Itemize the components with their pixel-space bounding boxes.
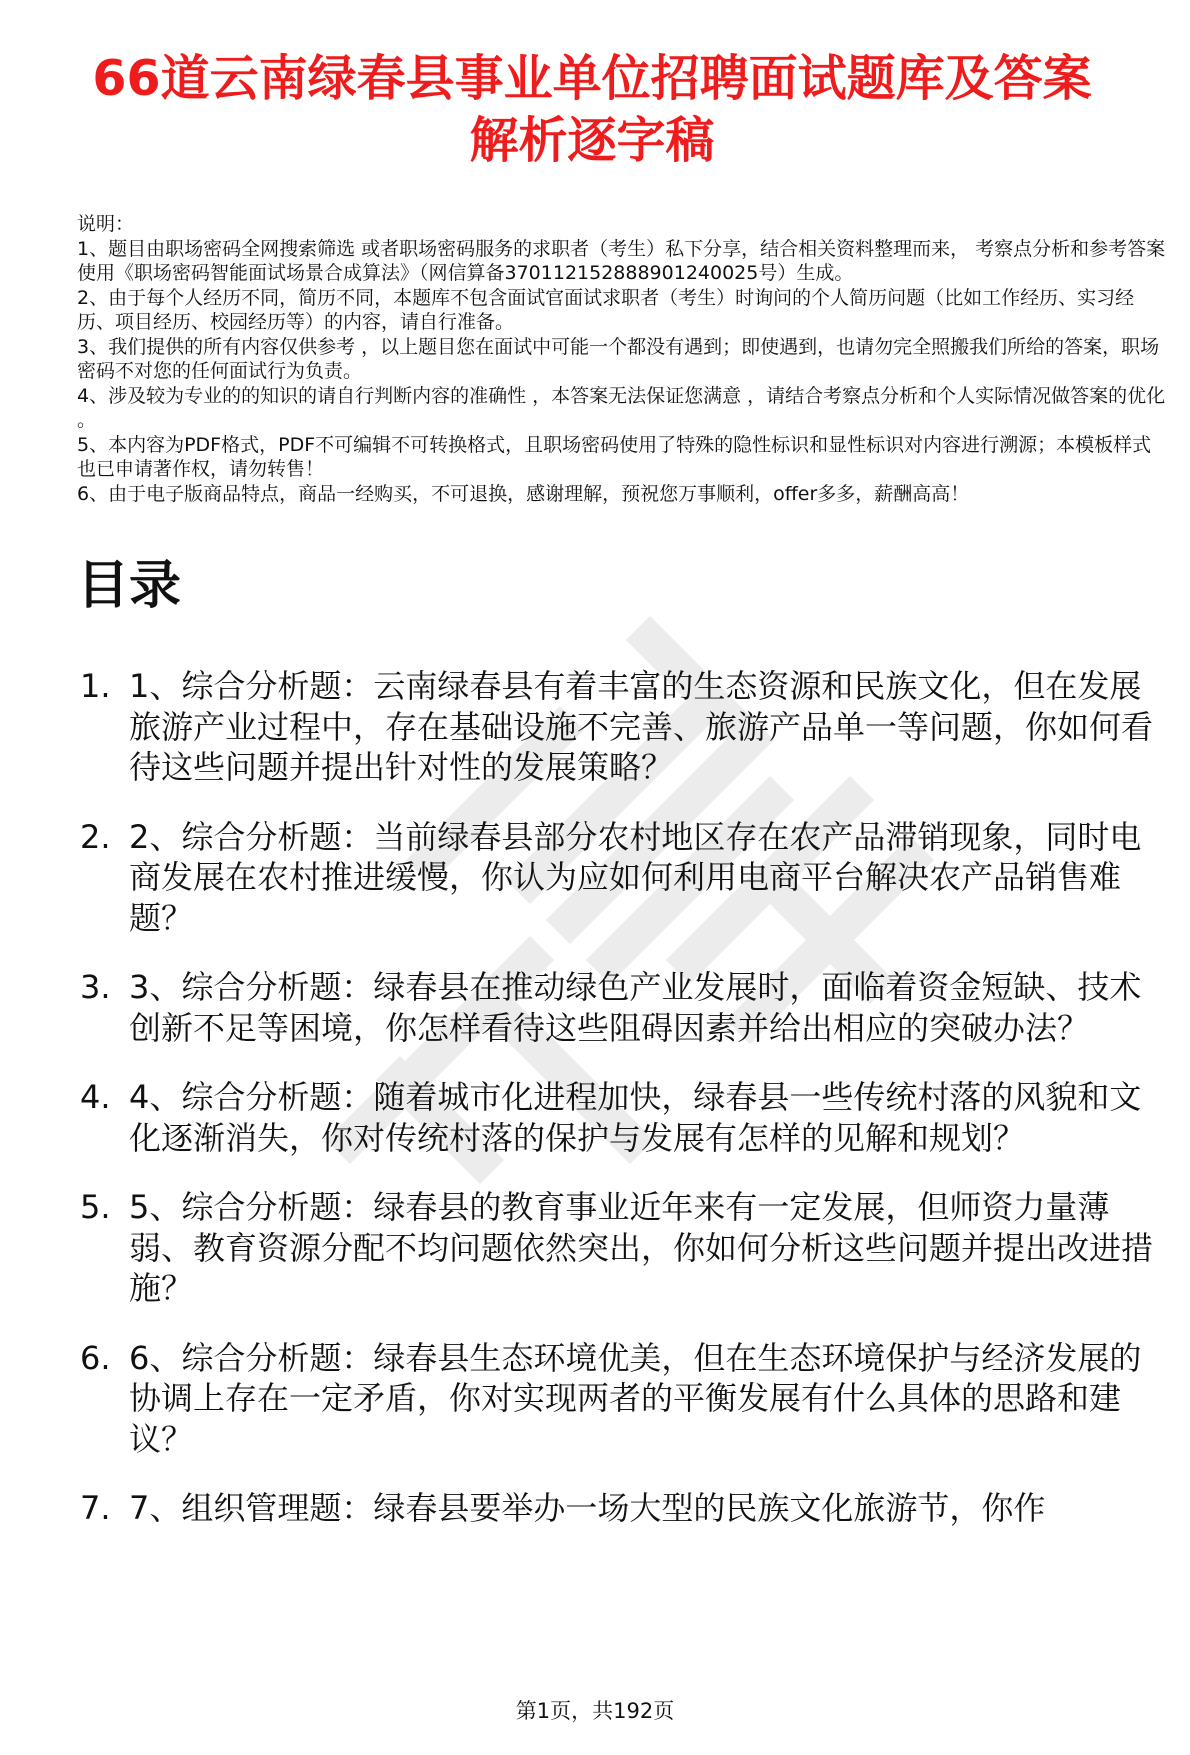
toc-item[interactable] xyxy=(77,1488,1167,1529)
toc-item[interactable] xyxy=(77,817,1167,939)
toc-item-number: 5. xyxy=(80,1188,111,1226)
instruction-item: 5、本内容为PDF格式，PDF不可编辑不可转换格式，且职场密码使用了特殊的隐性标识和显性标识对内容进行溯源；本模板样式也已申请著作权，请勿转售！ xyxy=(77,433,1152,480)
instruction-item: 3、我们提供的所有内容仅供参考 ，以上题目您在面试中可能一个都没有遇到；即使遇到，也请勿完全照搬我们所给的答案，职场密码不对您的任何面试行为负责。 xyxy=(77,335,1160,382)
instructions-heading: 说明： xyxy=(77,213,135,235)
instruction-item: 1、题目由职场密码全网搜索筛选 或者职场密码服务的求职者（考生）私下分享，结合相关资料整理而来， 考察点分析和参考答案使用《职场密码智能面试场景合成算法》（网信算备370112152888901240025号）生成。 xyxy=(77,237,1166,284)
toc-item[interactable] xyxy=(77,1338,1167,1460)
page-footer: 第1页，共192页 xyxy=(515,1699,675,1723)
toc-item-text[interactable]: 2、综合分析题：当前绿春县部分农村地区存在农产品滞销现象，同时电商发展在农村推进缓慢，你认为应如何利用电商平台解决农产品销售难题？ xyxy=(129,817,1142,937)
toc-item-text[interactable]: 3、综合分析题：绿春县在推动绿色产业发展时，面临着资金短缺、技术创新不足等困境，你怎样看待这些阻碍因素并给出相应的突破办法？ xyxy=(129,968,1142,1047)
toc-item[interactable] xyxy=(77,1187,1167,1309)
toc-item-number: 4. xyxy=(80,1078,111,1116)
toc-item-number: 1. xyxy=(80,667,111,705)
document-title xyxy=(47,0,1137,172)
toc-item[interactable] xyxy=(77,967,1167,1048)
instruction-item: 6、由于电子版商品特点，商品一经购买，不可退换，感谢理解，预祝您万事顺利，offer多多，薪酬高高！ xyxy=(77,482,970,505)
toc-item-text[interactable]: 7、组织管理题：绿春县要举办一场大型的民族文化旅游节，你作 xyxy=(129,1489,1046,1527)
toc-item-text[interactable]: 4、综合分析题：随着城市化进程加快，绿春县一些传统村落的风貌和文化逐渐消失，你对传统村落的保护与发展有怎样的见解和规划？ xyxy=(129,1078,1142,1157)
instruction-item: 4、涉及较为专业的的知识的请自行判断内容的准确性 ，本答案无法保证您满意 ，请结合考察点分析和个人实际情况做答案的优化 。 xyxy=(77,384,1166,431)
toc-item-text[interactable]: 1、综合分析题：云南绿春县有着丰富的生态资源和民族文化，但在发展旅游产业过程中，存在基础设施不完善、旅游产品单一等问题，你如何看待这些问题并提出针对性的发展策略？ xyxy=(129,667,1154,786)
toc-item[interactable] xyxy=(77,666,1167,788)
toc-item-text[interactable]: 5、综合分析题：绿春县的教育事业近年来有一定发展，但师资力量薄弱、教育资源分配不均问题依然突出，你如何分析这些问题并提出改进措施？ xyxy=(129,1188,1154,1307)
instruction-item: 2、由于每个人经历不同，简历不同，本题库不包含面试官面试求职者（考生）时询问的个人简历问题（比如工作经历、实习经历、项目经历、校园经历等）的内容，请自行准备。 xyxy=(77,286,1135,333)
toc-item-text[interactable]: 6、综合分析题：绿春县生态环境优美，但在生态环境保护与经济发展的协调上存在一定矛盾，你对实现两者的平衡发展有什么具体的思路和建议？ xyxy=(129,1338,1142,1458)
toc-item[interactable] xyxy=(77,1077,1167,1158)
toc-item-number: 3. xyxy=(80,968,111,1006)
instructions-block xyxy=(77,212,1167,506)
toc-heading: 目录 xyxy=(77,556,182,616)
toc-item-number: 7. xyxy=(80,1489,111,1527)
toc-list xyxy=(77,666,1167,1529)
document-title-line-1: 66道云南绿春县事业单位招聘面试题库及答案 xyxy=(92,50,1092,107)
toc-item-number: 2. xyxy=(80,817,111,856)
toc-item-number: 6. xyxy=(80,1338,111,1377)
document-title-line-2: 解析逐字稿 xyxy=(469,112,715,169)
